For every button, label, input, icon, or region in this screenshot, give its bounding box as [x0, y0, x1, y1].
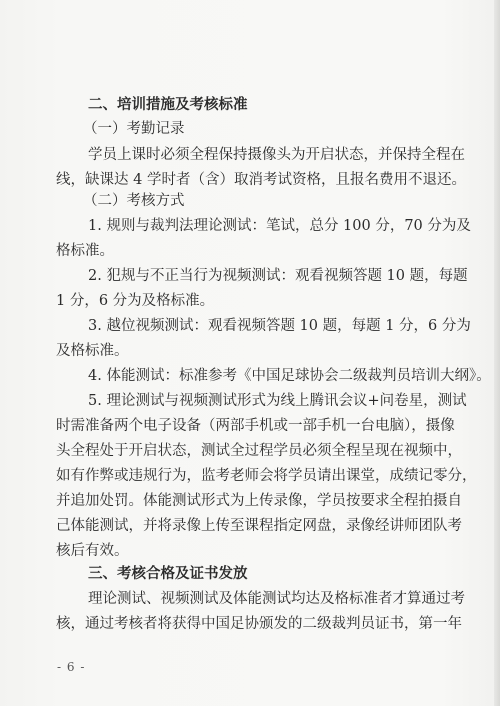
paragraph-line: 5. 理论测试与视频测试形式为线上腾讯会议+问卷星，测试 [88, 393, 467, 409]
paragraph-line: 如有作弊或违规行为，监考老师会将学员请出课堂，成绩记零分， [56, 468, 477, 484]
paragraph-line: 并追加处罚。体能测试形式为上传录像，学员按要求全程拍摄自 [56, 493, 462, 509]
paragraph-line: 4. 体能测试：标准参考《中国足球协会二级裁判员培训大纲》。 [88, 368, 491, 384]
paragraph-line: 己体能测试，并将录像上传至课程指定网盘，录像经讲师团队考 [56, 518, 462, 534]
paragraph-line: 核，通过考核者将获得中国足协颁发的二级裁判员证书，第一年 [56, 616, 462, 632]
paragraph-line: 学员上课时必须全程保持摄像头为开启状态，并保持全程在 [88, 147, 465, 163]
paragraph-line: 线，缺课达 4 学时者（含）取消考试资格，且报名费用不退还。 [56, 172, 466, 188]
paragraph-line: 核后有效。 [56, 543, 129, 559]
section-heading-training: 二、培训措施及考核标准 [88, 97, 248, 113]
paragraph-line: 头全程处于开启状态，测试全过程学员必须全程呈现在视频中， [56, 443, 462, 459]
paragraph-line: 1 分，6 分为及格标准。 [56, 293, 215, 309]
paragraph-line: 理论测试、视频测试及体能测试均达及格标准者才算通过考 [88, 591, 465, 607]
paragraph-line: 2. 犯规与不正当行为视频测试：观看视频答题 10 题，每题 [88, 268, 468, 284]
subheading-attendance: （一）考勤记录 [83, 121, 185, 137]
paragraph-line: 1. 规则与裁判法理论测试：笔试，总分 100 分，70 分为及 [88, 218, 471, 234]
paragraph-line: 格标准。 [56, 243, 114, 259]
paragraph-line: 3. 越位视频测试：观看视频答题 10 题，每题 1 分，6 分为 [88, 318, 471, 334]
subheading-assessment: （二）考核方式 [83, 193, 185, 209]
page-number: - 6 - [57, 660, 86, 674]
paragraph-line: 及格标准。 [56, 343, 129, 359]
paragraph-line: 时需准备两个电子设备（两部手机或一部手机一台电脑），摄像 [56, 418, 455, 434]
section-heading-certificate: 三、考核合格及证书发放 [88, 566, 248, 582]
